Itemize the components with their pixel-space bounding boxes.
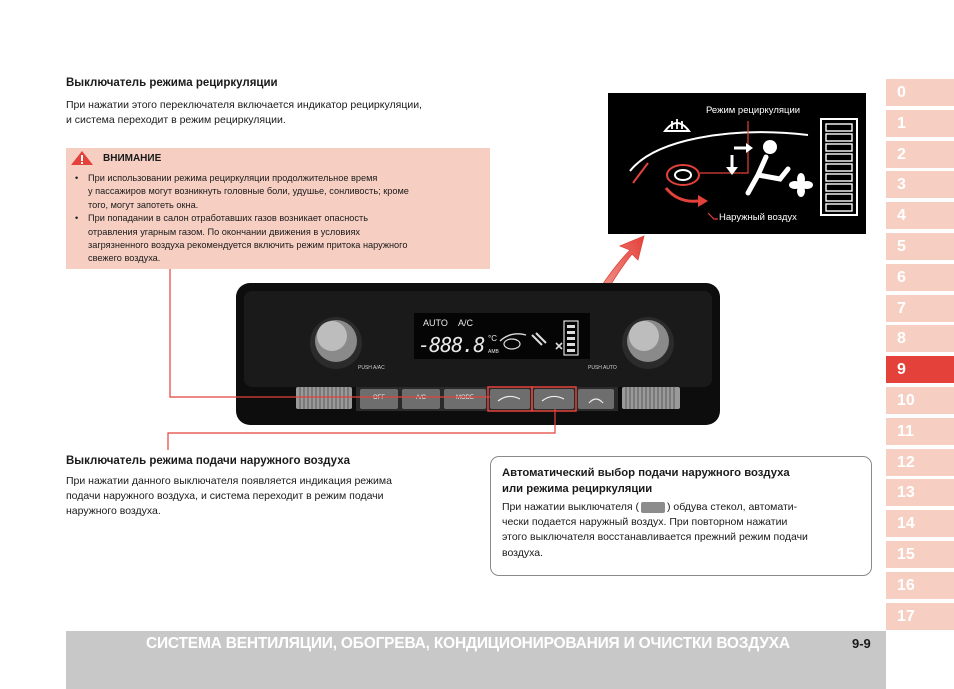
- warning-title: ВНИМАНИЕ: [103, 153, 162, 164]
- outside-line: подачи наружного воздуха, и система переходит в режим подачи: [66, 490, 384, 502]
- chapter-tab-12[interactable]: 12: [886, 449, 954, 476]
- chapter-tab-4[interactable]: 4: [886, 202, 954, 229]
- chapter-tab-9[interactable]: 9: [886, 356, 954, 383]
- defrost-switch-icon: [641, 502, 665, 513]
- fan-icon: [789, 173, 813, 197]
- auto-text-first-line: [502, 500, 862, 515]
- chapter-tab-8[interactable]: 8: [886, 325, 954, 352]
- page-number: 9-9: [852, 636, 871, 651]
- panel-amb-label: AMB: [488, 349, 499, 355]
- chapter-tab-17[interactable]: 17: [886, 603, 954, 630]
- panel-temperature-digits: -888.8: [418, 333, 485, 357]
- panel-auto-label: AUTO: [423, 318, 448, 328]
- chapter-tab-13[interactable]: 13: [886, 479, 954, 506]
- auto-text-part: При нажатии выключателя (: [502, 501, 639, 513]
- auto-text-part: ) обдува стекол, автомати-: [667, 501, 798, 513]
- chapter-tab-1[interactable]: 1: [886, 110, 954, 137]
- auto-title-line: Автоматический выбор подачи наружного воздуха: [502, 467, 790, 479]
- warning-icon: [70, 150, 94, 166]
- recirc-line: и система переходит в режим рециркуляции.: [66, 114, 286, 126]
- warning-item: [72, 212, 482, 266]
- chapter-tab-3[interactable]: 3: [886, 171, 954, 198]
- auto-select-title: [502, 465, 862, 497]
- warning-line: того, могут запотеть окна.: [88, 199, 199, 210]
- outside-heading: Выключатель режима подачи наружного воздуха: [66, 455, 350, 467]
- auto-title-line: или режима рециркуляции: [502, 483, 653, 495]
- warning-line: • При попадании в салон отработавших газов возникает опасность: [88, 213, 368, 224]
- outside-description: [66, 474, 450, 519]
- recirc-button[interactable]: [490, 389, 530, 409]
- label-outside-air: Наружный воздух: [719, 212, 797, 223]
- recirc-line: При нажатии этого переключателя включается индикатор рециркуляции,: [66, 99, 422, 111]
- warning-item: [72, 172, 482, 212]
- right-knob: [622, 317, 674, 369]
- chapter-tab-15[interactable]: 15: [886, 541, 954, 568]
- warning-line: • При использовании режима рециркуляции продолжительное время: [88, 173, 378, 183]
- defrost-button[interactable]: [578, 389, 614, 409]
- recirc-heading: Выключатель режима рециркуляции: [66, 77, 278, 89]
- warning-line: отравления угарным газом. По окончании движения в условиях: [88, 226, 361, 237]
- footer-title: СИСТЕМА ВЕНТИЛЯЦИИ, ОБОГРЕВА, КОНДИЦИОНИРОВАНИЯ И ОЧИСТКИ ВОЗДУХА: [146, 635, 790, 652]
- label-recirc-mode: Режим рециркуляции: [706, 105, 801, 116]
- push-ac-label: PUSH A/AC: [358, 365, 385, 371]
- chapter-tab-0[interactable]: 0: [886, 79, 954, 106]
- recirc-description: [66, 98, 422, 128]
- auto-text-line: этого выключателя восстанавливается прежний режим подачи: [502, 531, 808, 544]
- chapter-tab-16[interactable]: 16: [886, 572, 954, 599]
- auto-select-text: [502, 500, 862, 561]
- outside-air-button[interactable]: [534, 389, 574, 409]
- chapter-tab-7[interactable]: 7: [886, 295, 954, 322]
- chapter-tab-2[interactable]: 2: [886, 141, 954, 168]
- outside-line: наружного воздуха.: [66, 505, 161, 517]
- auto-text-line: воздуха.: [502, 546, 544, 559]
- panel-unit: °C: [488, 334, 497, 343]
- warning-list: [72, 172, 482, 266]
- defrost-icon: [665, 119, 689, 131]
- auto-text-line: чески подается наружный воздух. При повторном нажатии: [502, 516, 788, 529]
- ac-button[interactable]: A/C: [415, 395, 426, 401]
- chapter-tab-10[interactable]: 10: [886, 387, 954, 414]
- warning-line: свежего воздуха.: [88, 253, 161, 264]
- panel-ac-label: A/C: [458, 318, 474, 328]
- push-auto-label: PUSH AUTO: [588, 365, 617, 371]
- left-knob: [310, 317, 362, 369]
- chapter-tab-11[interactable]: 11: [886, 418, 954, 445]
- warning-line: загрязненного воздуха рекомендуется включить режим притока наружного: [88, 240, 408, 251]
- off-button[interactable]: OFF: [373, 395, 385, 401]
- mode-button[interactable]: MODE: [456, 395, 474, 401]
- warning-line: у пассажиров могут возникнуть головные боли, удушье, сонливость; кроме: [88, 186, 409, 197]
- chapter-tab-6[interactable]: 6: [886, 264, 954, 291]
- chapter-tab-5[interactable]: 5: [886, 233, 954, 260]
- chapter-tab-14[interactable]: 14: [886, 510, 954, 537]
- outside-line: При нажатии данного выключателя появляется индикация режима: [66, 475, 392, 487]
